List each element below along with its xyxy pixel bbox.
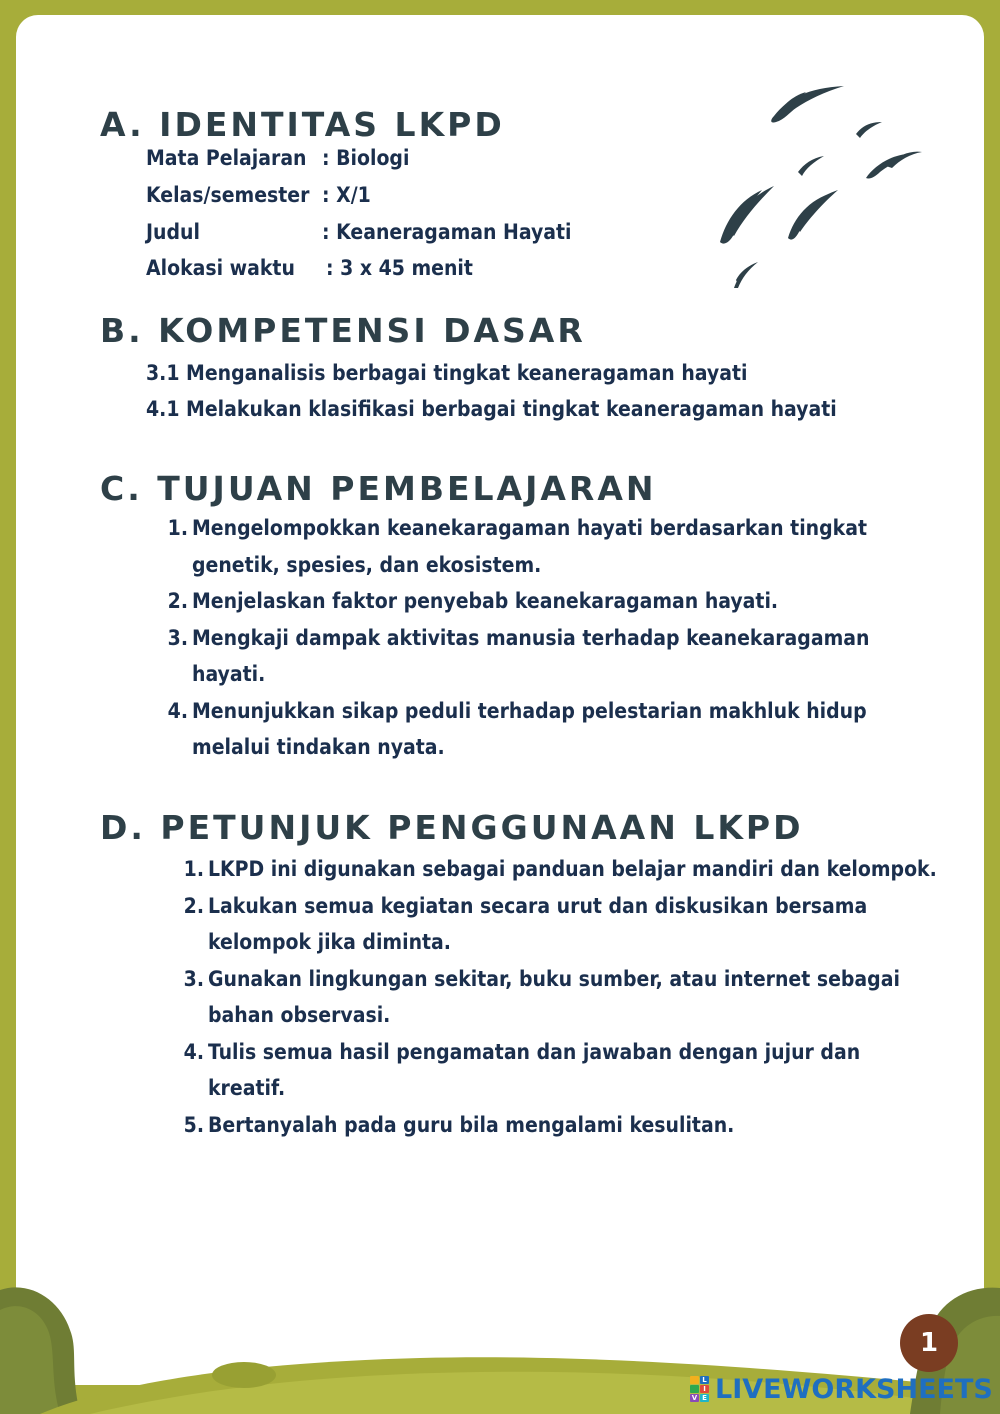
identity-label: Kelas/semester bbox=[146, 183, 310, 207]
list-item bbox=[182, 851, 942, 888]
flying-birds-icon bbox=[696, 80, 936, 290]
list-item bbox=[182, 1107, 942, 1144]
list-number: 3. bbox=[183, 966, 204, 991]
identity-label: Alokasi waktu bbox=[146, 256, 295, 280]
list-item bbox=[182, 1034, 942, 1107]
section-a-heading: A. IDENTITAS LKPD bbox=[100, 105, 505, 144]
logo-letter: V bbox=[691, 1394, 698, 1402]
list-number: 1. bbox=[183, 857, 204, 881]
logo-letter: I bbox=[700, 1385, 709, 1393]
section-d-heading: D. PETUNJUK PENGGUNAAN LKPD bbox=[100, 808, 804, 847]
liveworksheets-logo bbox=[690, 1372, 993, 1406]
list-number: 3. bbox=[167, 625, 188, 650]
page-number-badge: 1 bbox=[900, 1314, 958, 1372]
identity-row-title bbox=[146, 220, 572, 244]
list-number: 1. bbox=[167, 516, 188, 540]
list-text: Bertanyalah pada guru bila mengalami kesulitan. bbox=[208, 1112, 735, 1137]
identity-label: Judul bbox=[146, 220, 200, 244]
list-number: 2. bbox=[167, 589, 188, 613]
list-item bbox=[166, 510, 886, 583]
list-item bbox=[166, 693, 886, 766]
identity-value: : 3 x 45 menit bbox=[326, 256, 473, 280]
logo-letter: L bbox=[700, 1376, 709, 1384]
identity-row-class bbox=[146, 183, 371, 207]
logo-text: LIVEWORKSHEETS bbox=[715, 1373, 993, 1405]
competency-line: 3.1 Menganalisis berbagai tingkat keaneragaman hayati bbox=[146, 361, 748, 385]
list-number: 4. bbox=[167, 698, 188, 723]
learning-objectives-list bbox=[166, 510, 886, 766]
list-item bbox=[182, 888, 942, 961]
section-c-heading: C. TUJUAN PEMBELAJARAN bbox=[100, 469, 657, 508]
list-text: Gunakan lingkungan sekitar, buku sumber, atau internet sebagai bahan observasi. bbox=[208, 966, 900, 1027]
list-number: 2. bbox=[183, 893, 204, 918]
identity-value: : Biologi bbox=[322, 146, 410, 170]
identity-value: : X/1 bbox=[322, 183, 371, 207]
competency-line: 4.1 Melakukan klasifikasi berbagai tingkat keaneragaman hayati bbox=[146, 397, 837, 421]
list-text: Mengelompokkan keanekaragaman hayati berdasarkan tingkat genetik, spesies, dan ekosistem. bbox=[192, 516, 867, 577]
usage-instructions-list bbox=[182, 851, 942, 1143]
list-number: 5. bbox=[183, 1112, 204, 1137]
section-b-heading: B. KOMPETENSI DASAR bbox=[100, 311, 586, 350]
identity-row-time bbox=[146, 256, 473, 280]
worksheet-page bbox=[16, 15, 984, 1385]
list-item bbox=[182, 961, 942, 1034]
list-text: Tulis semua hasil pengamatan dan jawaban dengan jujur dan kreatif. bbox=[208, 1039, 861, 1100]
identity-value: : Keaneragaman Hayati bbox=[322, 220, 572, 244]
list-item bbox=[166, 583, 886, 620]
list-text: Menjelaskan faktor penyebab keanekaragaman hayati. bbox=[192, 589, 779, 613]
list-text: LKPD ini digunakan sebagai panduan belajar mandiri dan kelompok. bbox=[208, 857, 937, 881]
logo-letter: E bbox=[700, 1394, 709, 1402]
list-item bbox=[166, 620, 886, 693]
list-number: 4. bbox=[183, 1039, 204, 1064]
list-text: Lakukan semua kegiatan secara urut dan diskusikan bersama kelompok jika diminta. bbox=[208, 893, 868, 954]
logo-squares-icon bbox=[690, 1376, 709, 1402]
list-text: Mengkaji dampak aktivitas manusia terhadap keanekaragaman hayati. bbox=[192, 625, 870, 686]
identity-label: Mata Pelajaran bbox=[146, 146, 307, 170]
list-text: Menunjukkan sikap peduli terhadap pelestarian makhluk hidup melalui tindakan nyata. bbox=[192, 698, 867, 759]
identity-row-subject bbox=[146, 146, 409, 170]
